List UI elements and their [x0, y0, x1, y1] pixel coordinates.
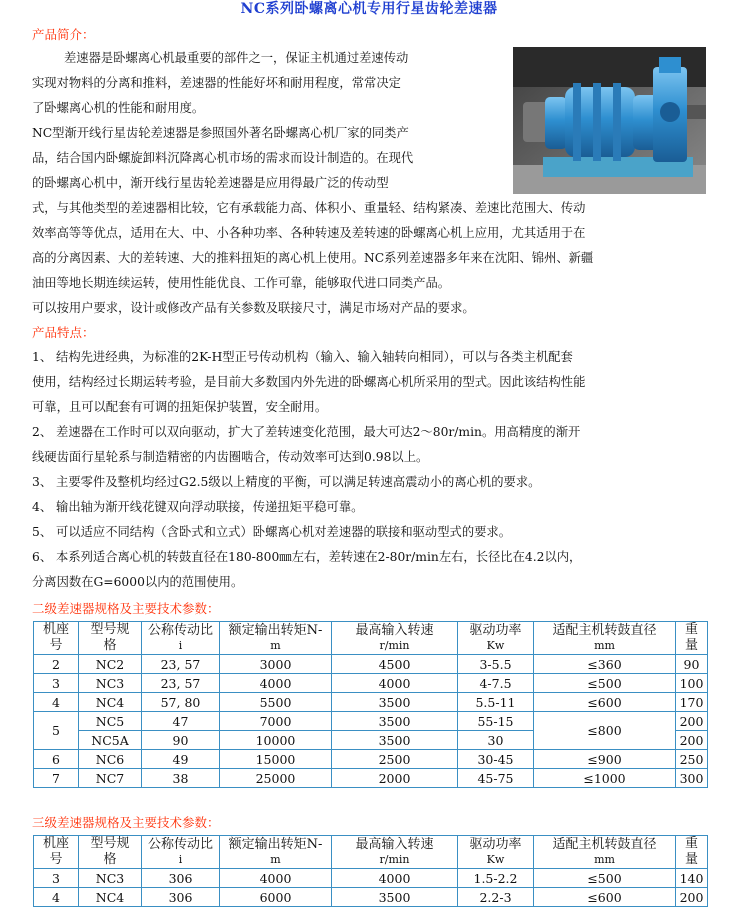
cell: NC6 [79, 750, 142, 769]
cell: 4 [34, 888, 79, 907]
col-header-weight: 重 量 [676, 836, 708, 869]
table-row [34, 674, 708, 693]
intro-line: 品，结合国内卧螺旋卸料沉降离心机市场的需求而设计制造的。在现代 [32, 151, 414, 165]
cell: 4500 [332, 655, 458, 674]
cell: 3500 [332, 888, 458, 907]
cell: 306 [142, 869, 220, 888]
table-row [34, 769, 708, 788]
cell: 5.5-11 [458, 693, 534, 712]
cell: ≤800 [534, 712, 676, 750]
cell: 90 [142, 731, 220, 750]
col-header-speed: 最高输入转速 r/min [332, 836, 458, 869]
table-header-row [34, 836, 708, 869]
cell: 4 [34, 693, 79, 712]
cell: 170 [676, 693, 708, 712]
col-header-speed: 最高输入转速 r/min [332, 622, 458, 655]
col-header-model: 型号规 格 [79, 836, 142, 869]
cell: 3 [34, 674, 79, 693]
cell: ≤360 [534, 655, 676, 674]
cell: 3000 [220, 655, 332, 674]
cell: ≤500 [534, 869, 676, 888]
feature-line: 使用，结构经过长期运转考验，是目前大多数国内外先进的卧螺离心机所采用的型式。因此该结构性能 [32, 375, 586, 389]
table-row [34, 888, 708, 907]
table-row [34, 655, 708, 674]
cell: ≤900 [534, 750, 676, 769]
cell: 47 [142, 712, 220, 731]
cell: 57, 80 [142, 693, 220, 712]
cell: NC5A [79, 731, 142, 750]
table-row [34, 712, 708, 731]
intro-line: NC型渐开线行星齿轮差速器是参照国外著名卧螺离心机厂家的同类产 [32, 126, 409, 140]
page-title: NC系列卧螺离心机专用行星齿轮差速器 [240, 1, 498, 17]
cell: 15000 [220, 750, 332, 769]
cell: 90 [676, 655, 708, 674]
col-header-power: 驱动功率 Kw [458, 622, 534, 655]
intro-line: 式，与其他类型的差速器相比较，它有承载能力高、体积小、重量轻、结构紧凑、差速比范围大、传动 [32, 201, 586, 215]
col-header-frame: 机座 号 [34, 836, 79, 869]
col-header-ratio: 公称传动比 i [142, 836, 220, 869]
cell: 4000 [220, 674, 332, 693]
feature-line: 6、 本系列适合离心机的转鼓直径在180-800㎜左右，差转速在2-80r/min左右，长径比在4.2以内， [32, 550, 582, 564]
cell: 2 [34, 655, 79, 674]
spec-table-three-stage [33, 835, 708, 907]
feature-line: 2、 差速器在工作时可以双向驱动，扩大了差转速变化范围，最大可达2～80r/min。用高精度的渐开 [32, 425, 581, 439]
feature-line: 可靠，且可以配套有可调的扭矩保护装置，安全耐用。 [32, 400, 328, 414]
table-header-row [34, 622, 708, 655]
col-header-ratio: 公称传动比 i [142, 622, 220, 655]
feature-line: 1、 结构先进经典，为标准的2K-H型正号传动机构（输入、输入轴转向相同），可以与各类主机配套 [32, 350, 573, 364]
cell: 1.5-2.2 [458, 869, 534, 888]
cell: 49 [142, 750, 220, 769]
cell: 23, 57 [142, 655, 220, 674]
cell: 6 [34, 750, 79, 769]
cell: 306 [142, 888, 220, 907]
cell: 30 [458, 731, 534, 750]
intro-line: 效率高等等优点，适用在大、中、小各种功率、各种转速及差转速的卧螺离心机上应用，尤其适用于在 [32, 226, 586, 240]
cell: 5500 [220, 693, 332, 712]
cell: 4000 [220, 869, 332, 888]
cell: 10000 [220, 731, 332, 750]
intro-line: 了卧螺离心机的性能和耐用度。 [32, 101, 205, 115]
cell: ≤1000 [534, 769, 676, 788]
cell: 300 [676, 769, 708, 788]
cell: ≤500 [534, 674, 676, 693]
cell: 4000 [332, 674, 458, 693]
cell: 3-5.5 [458, 655, 534, 674]
cell: 23, 57 [142, 674, 220, 693]
cell: 250 [676, 750, 708, 769]
intro-line: 高的分离因素、大的差转速、大的推料扭矩的离心机上使用。NC系列差速器多年来在沈阳、锦州、新疆 [32, 251, 594, 265]
feature-line: 分离因数在G=6000以内的范围使用。 [32, 575, 244, 589]
table-row [34, 693, 708, 712]
cell: ≤600 [534, 693, 676, 712]
col-header-power: 驱动功率 Kw [458, 836, 534, 869]
cell: 3500 [332, 693, 458, 712]
col-header-torque: 额定输出转矩N- m [220, 622, 332, 655]
table-row [34, 750, 708, 769]
col-header-model: 型号规 格 [79, 622, 142, 655]
cell: 200 [676, 712, 708, 731]
intro-heading: 产品简介： [32, 27, 95, 42]
table2-heading: 二级差速器规格及主要技术参数： [32, 601, 220, 616]
feature-line: 线硬齿面行星轮系与制造精密的内齿圈啮合，传动效率可达到0.98以上。 [32, 450, 429, 464]
intro-line: 实现对物料的分离和推料，差速器的性能好坏和耐用程度，常常决定 [32, 76, 401, 90]
intro-line: 可以按用户要求，设计或修改产品有关参数及联接尺寸，满足市场对产品的要求。 [32, 301, 475, 315]
cell: 2.2-3 [458, 888, 534, 907]
cell: NC7 [79, 769, 142, 788]
cell: NC2 [79, 655, 142, 674]
col-header-bowl-diameter: 适配主机转鼓直径 mm [534, 836, 676, 869]
spec-table-two-stage [33, 621, 708, 788]
cell: 3 [34, 869, 79, 888]
feature-line: 4、 输出轴为渐开线花键双向浮动联接，传递扭矩平稳可靠。 [32, 500, 364, 514]
table-row [34, 869, 708, 888]
intro-line: 油田等地长期连续运转，使用性能优良、工作可靠，能够取代进口同类产品。 [32, 276, 451, 290]
cell: 200 [676, 731, 708, 750]
cell: NC5 [79, 712, 142, 731]
col-header-weight: 重 量 [676, 622, 708, 655]
cell: 2500 [332, 750, 458, 769]
cell: 45-75 [458, 769, 534, 788]
cell: 140 [676, 869, 708, 888]
cell: NC3 [79, 869, 142, 888]
cell: NC4 [79, 693, 142, 712]
intro-line: 差速器是卧螺离心机最重要的部件之一，保证主机通过差速传动 [64, 51, 409, 65]
cell: 25000 [220, 769, 332, 788]
cell: 55-15 [458, 712, 534, 731]
cell: 4000 [332, 869, 458, 888]
col-header-torque: 额定输出转矩N- m [220, 836, 332, 869]
product-photo [513, 47, 706, 194]
cell: NC4 [79, 888, 142, 907]
cell: 5 [34, 712, 79, 750]
cell: NC3 [79, 674, 142, 693]
cell: 7 [34, 769, 79, 788]
cell: 2000 [332, 769, 458, 788]
cell: 3500 [332, 731, 458, 750]
cell: 30-45 [458, 750, 534, 769]
cell: 3500 [332, 712, 458, 731]
cell: 7000 [220, 712, 332, 731]
cell: 6000 [220, 888, 332, 907]
cell: ≤600 [534, 888, 676, 907]
feature-line: 3、 主要零件及整机均经过G2.5级以上精度的平衡，可以满足转速高震动小的离心机的要求。 [32, 475, 541, 489]
table3-heading: 三级差速器规格及主要技术参数： [32, 815, 220, 830]
features-heading: 产品特点： [32, 325, 95, 340]
feature-line: 5、 可以适应不同结构（含卧式和立式）卧螺离心机对差速器的联接和驱动型式的要求。 [32, 525, 512, 539]
col-header-bowl-diameter: 适配主机转鼓直径 mm [534, 622, 676, 655]
intro-line: 的卧螺离心机中，渐开线行星齿轮差速器是应用得最广泛的传动型 [32, 176, 389, 190]
cell: 38 [142, 769, 220, 788]
col-header-frame: 机座 号 [34, 622, 79, 655]
cell: 4-7.5 [458, 674, 534, 693]
cell: 100 [676, 674, 708, 693]
cell: 200 [676, 888, 708, 907]
